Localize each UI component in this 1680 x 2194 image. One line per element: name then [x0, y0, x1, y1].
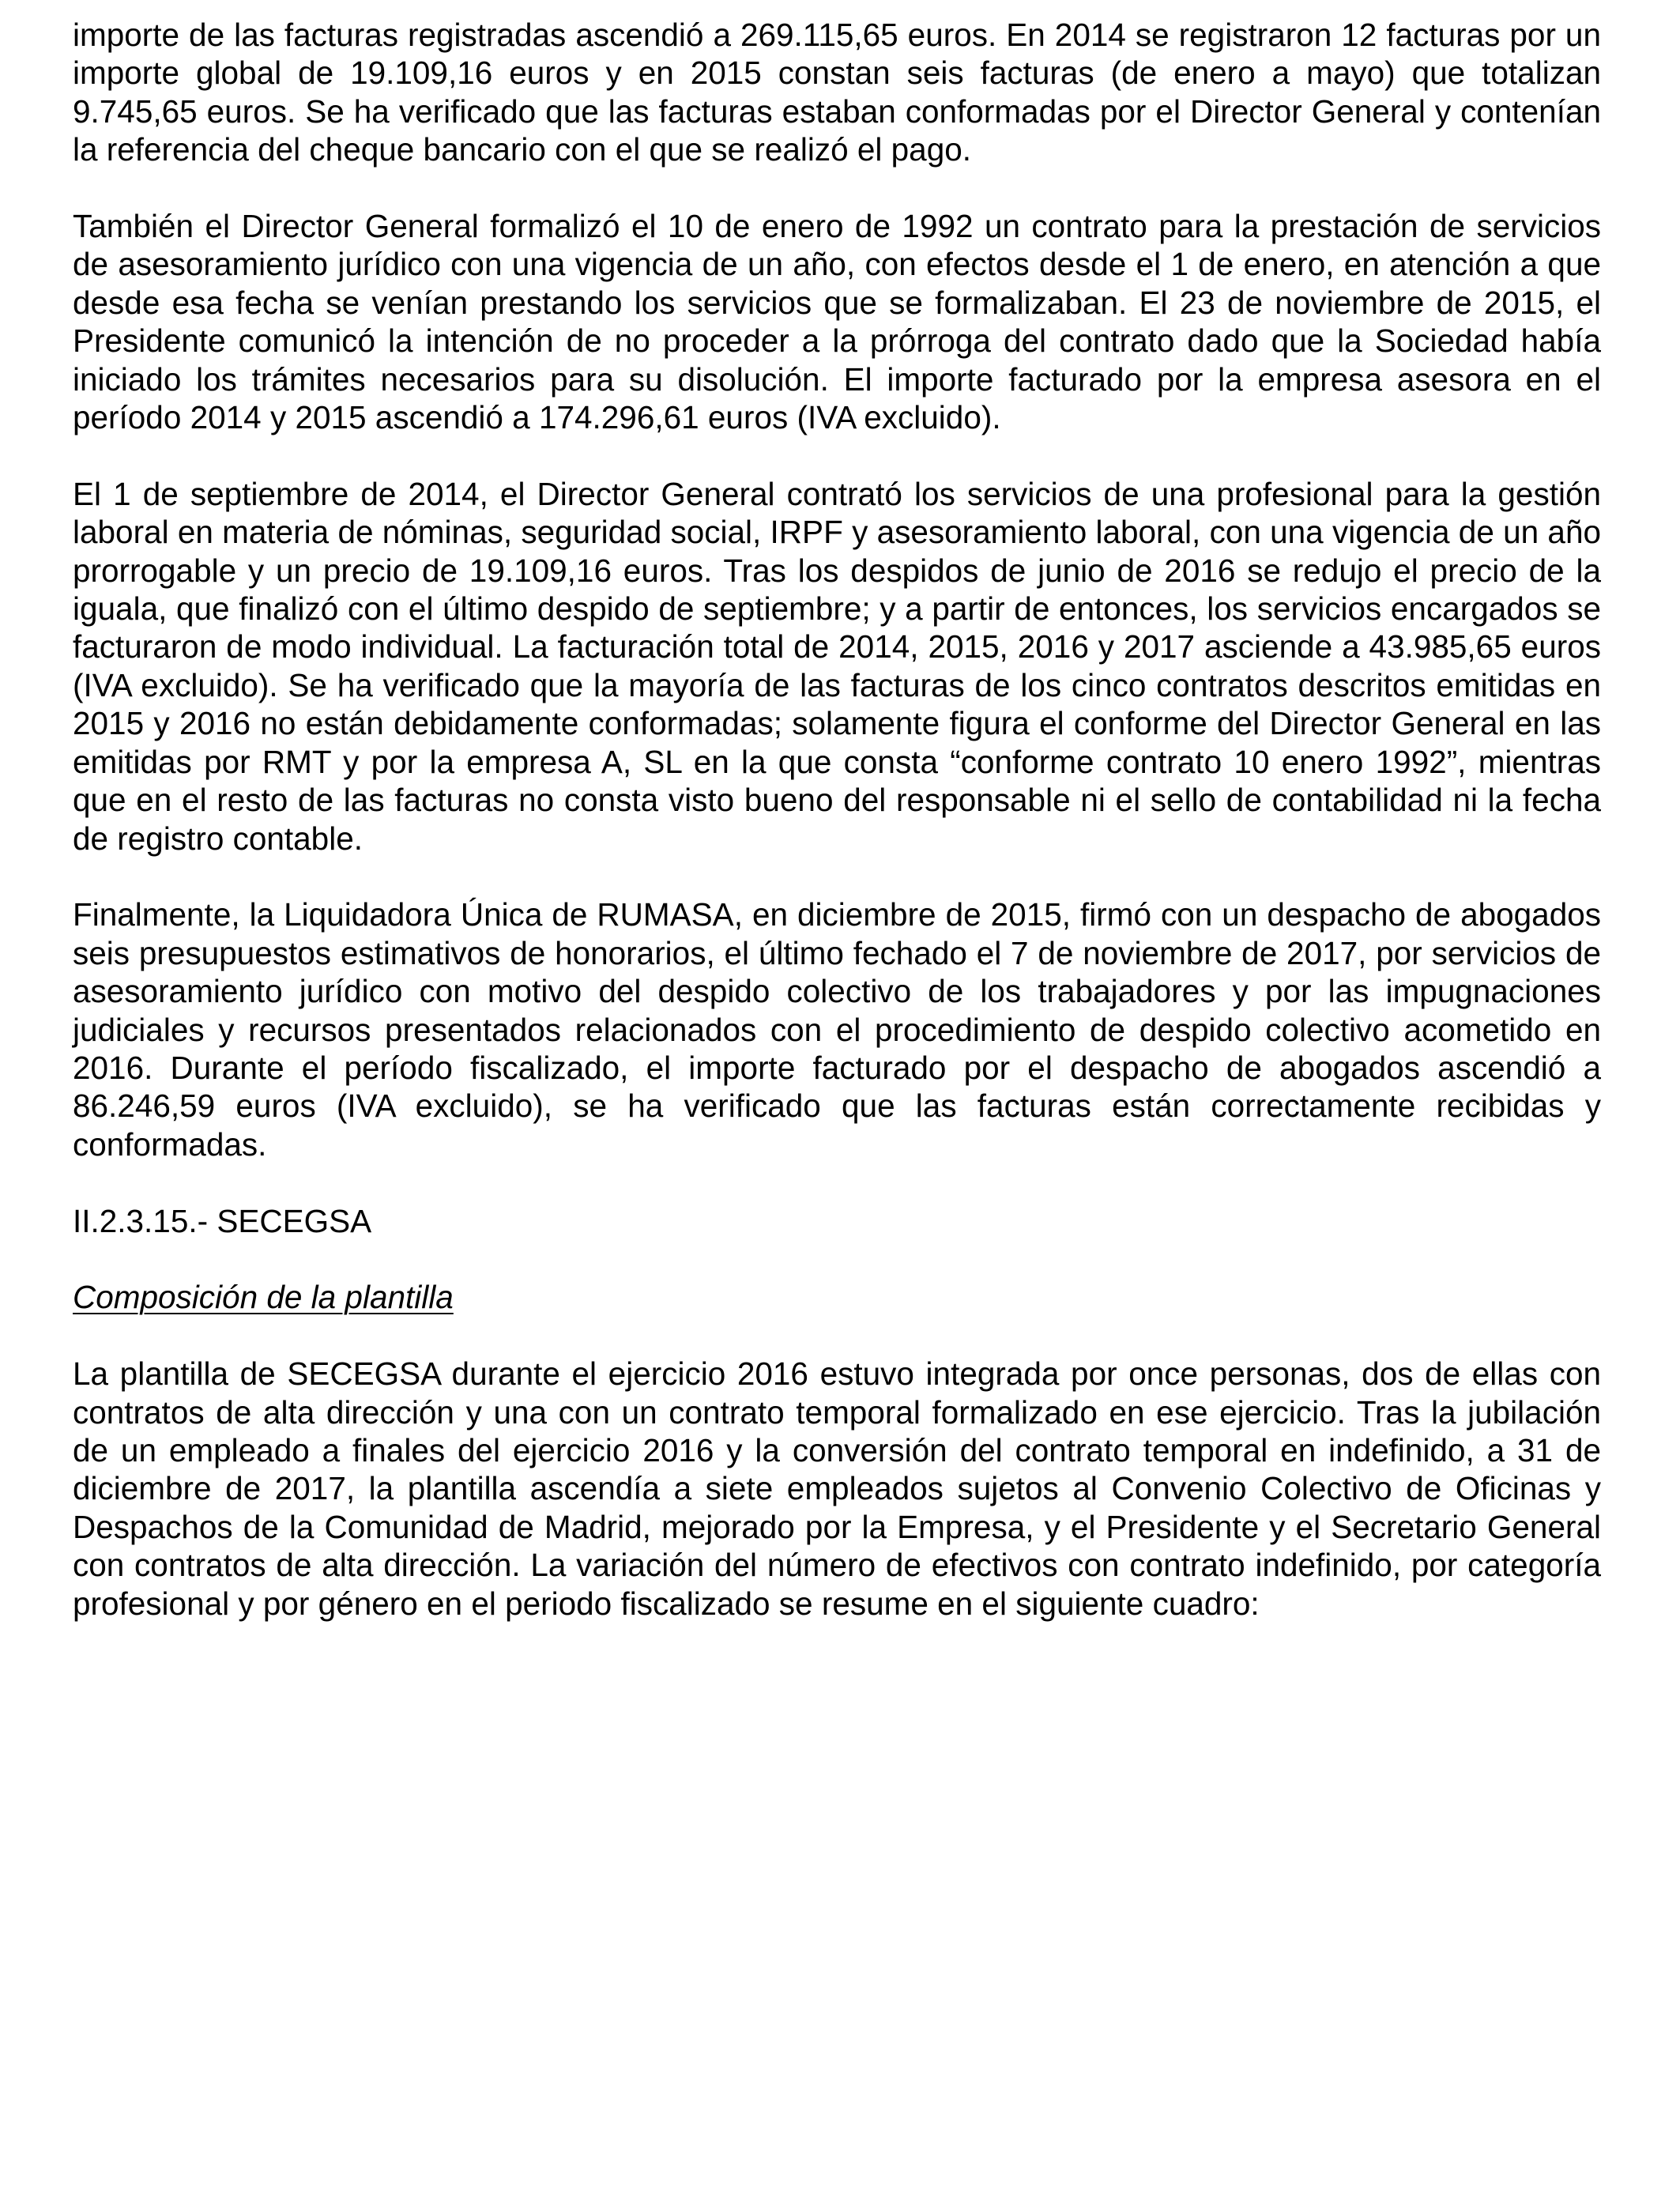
paragraph-legal-advisory-contract: También el Director General formalizó el 10 de enero de 1992 un contrato para la prestación de servicios de asesoramiento jurídico con una vigencia de un año, con efectos desde el 1 de enero, en atención a que desde esa fecha se venían prestando los servicios que se formalizaban. El 23 de noviembre de 2015, el Presidente comunicó la intención de no proceder a la prórroga del contrato dado que la Sociedad había iniciado los trámites necesarios para su disolución. El importe facturado por la empresa asesora en el período 2014 y 2015 ascendió a 174.296,61 euros (IVA excluido). — [73, 208, 1601, 436]
document-page — [73, 16, 1601, 1661]
paragraph-labour-management-contract: El 1 de septiembre de 2014, el Director General contrató los servicios de una profesional para la gestión laboral en materia de nóminas, seguridad social, IRPF y asesoramiento laboral, con una vigencia de un año prorrogable y un precio de 19.109,16 euros. Tras los despidos de junio de 2016 se redujo el precio de la iguala, que finalizó con el último despido de septiembre; y a partir de entonces, los servicios encargados se facturaron de modo individual. La facturación total de 2014, 2015, 2016 y 2017 asciende a 43.985,65 euros (IVA excluido). Se ha verificado que la mayoría de las facturas de los cinco contratos descritos emitidas en 2015 y 2016 no están debidamente conformadas; solamente figura el conforme del Director General en las emitidas por RMT y por la empresa A, SL en la que consta “conforme contrato 10 enero 1992”, mientras que en el resto de las facturas no consta visto bueno del responsable ni el sello de contabilidad ni la fecha de registro contable. — [73, 475, 1601, 857]
paragraph-invoices-registered: importe de las facturas registradas ascendió a 269.115,65 euros. En 2014 se registraron 12 facturas por un importe global de 19.109,16 euros y en 2015 constan seis facturas (de enero a mayo) que totalizan 9.745,65 euros. Se ha verificado que las facturas estaban conformadas por el Director General y contenían la referencia del cheque bancario con el que se realizó el pago. — [73, 17, 1601, 168]
subsection-heading: Composición de la plantilla — [73, 1279, 454, 1316]
section-heading: II.2.3.15.- SECEGSA — [73, 1202, 372, 1239]
paragraph-staff-composition: La plantilla de SECEGSA durante el ejercicio 2016 estuvo integrada por once personas, dos de ellas con contratos de alta dirección y una con un contrato temporal formalizado en ese ejercicio. Tras la jubilación de un empleado a finales del ejercicio 2016 y la conversión del contrato temporal en indefinido, a 31 de diciembre de 2017, la plantilla ascendía a siete empleados sujetos al Convenio Colectivo de Oficinas y Despachos de la Comunidad de Madrid, mejorado por la Empresa, y el Presidente y el Secretario General con contratos de alta dirección. La variación del número de efectivos con contrato indefinido, por categoría profesional y por género en el periodo fiscalizado se resume en el siguiente cuadro: — [73, 1355, 1601, 1622]
paragraph-law-firm-budgets: Finalmente, la Liquidadora Única de RUMASA, en diciembre de 2015, firmó con un despacho de abogados seis presupuestos estimativos de honorarios, el último fechado el 7 de noviembre de 2017, por servicios de asesoramiento jurídico con motivo del despido colectivo de los trabajadores y por las impugnaciones judiciales y recursos presentados relacionados con el procedimiento de despido colectivo acometido en 2016. Durante el período fiscalizado, el importe facturado por el despacho de abogados ascendió a 86.246,59 euros (IVA excluido), se ha verificado que las facturas están correctamente recibidas y conformadas. — [73, 896, 1601, 1163]
